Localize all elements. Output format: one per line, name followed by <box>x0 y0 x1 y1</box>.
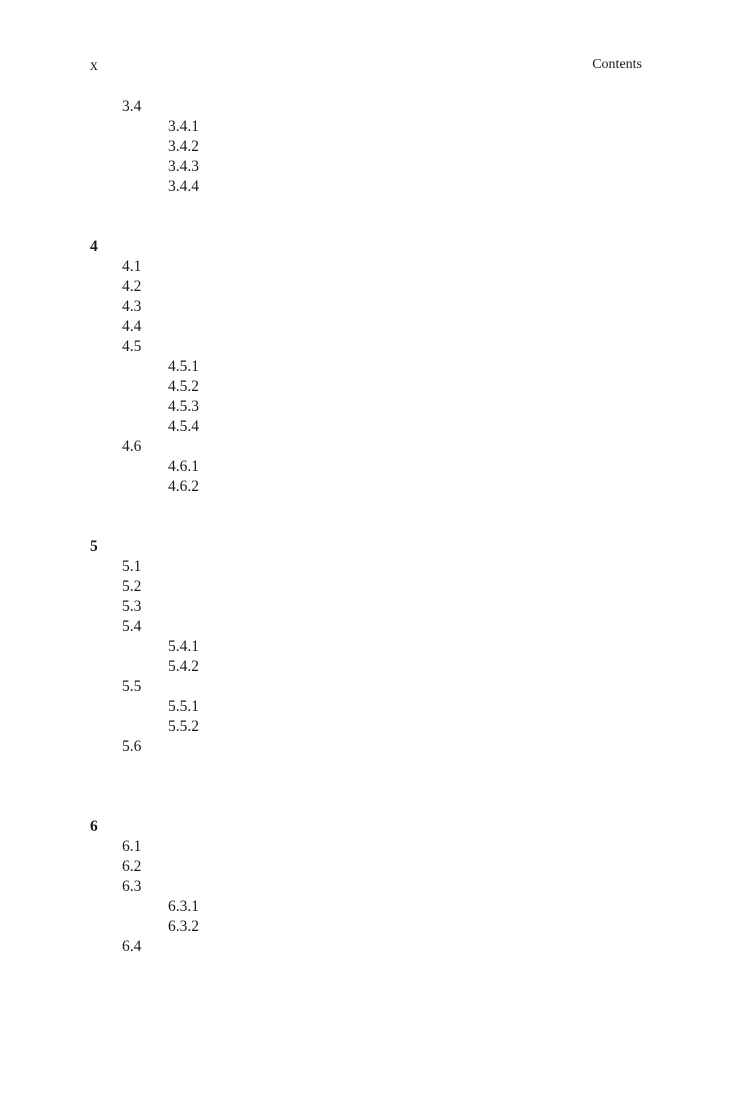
section-number: 5.4.2 <box>168 658 199 675</box>
section-number: 4.4 <box>122 318 142 335</box>
section-number: 4.3 <box>122 298 142 315</box>
section-number: 4.5.2 <box>168 378 199 395</box>
section-number: 5.5 <box>122 678 142 695</box>
section-number: 3.4.3 <box>168 158 199 175</box>
section-number: 4.2 <box>122 278 142 295</box>
running-title: Contents <box>592 57 642 72</box>
chapter-number: 5 <box>90 538 98 555</box>
section-number: 6.4 <box>122 938 142 955</box>
chapter-number: 4 <box>90 238 98 255</box>
running-header <box>90 57 642 77</box>
section-number: 5.4 <box>122 618 142 635</box>
section-number: 5.2 <box>122 578 142 595</box>
section-number: 4.5.4 <box>168 418 199 435</box>
section-number: 3.4 <box>122 98 142 115</box>
section-number: 4.6.1 <box>168 458 199 475</box>
section-number: 6.3 <box>122 878 142 895</box>
section-number: 4.5 <box>122 338 142 355</box>
section-number: 5.5.1 <box>168 698 199 715</box>
chapter-number: 6 <box>90 818 98 835</box>
section-number: 3.4.4 <box>168 178 199 195</box>
section-number: 6.2 <box>122 858 142 875</box>
section-number: 3.4.1 <box>168 118 199 135</box>
section-number: 4.5.1 <box>168 358 199 375</box>
section-number: 5.6 <box>122 738 142 755</box>
section-number: 5.4.1 <box>168 638 199 655</box>
section-number: 4.6.2 <box>168 478 199 495</box>
section-number: 5.1 <box>122 558 142 575</box>
section-number: 4.1 <box>122 258 142 275</box>
section-number: 5.3 <box>122 598 142 615</box>
section-number: 6.3.1 <box>168 898 199 915</box>
section-number: 6.1 <box>122 838 142 855</box>
section-number: 4.6 <box>122 438 142 455</box>
section-number: 3.4.2 <box>168 138 199 155</box>
section-number: 6.3.2 <box>168 918 199 935</box>
section-number: 5.5.2 <box>168 718 199 735</box>
section-number: 4.5.3 <box>168 398 199 415</box>
page-number: x <box>90 57 98 74</box>
